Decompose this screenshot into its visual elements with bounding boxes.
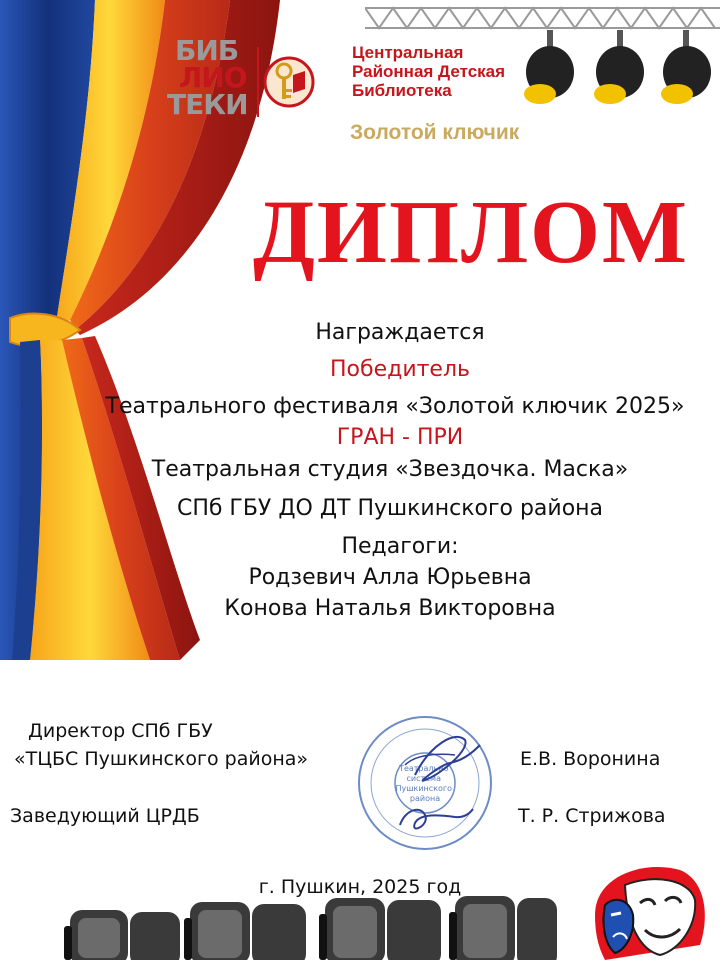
place-date: г. Пушкин, 2025 год bbox=[258, 876, 462, 898]
svg-text:Театрально система Пуш bbox=[395, 764, 454, 803]
library-name bbox=[352, 43, 542, 100]
library-name-line: Библиотека bbox=[352, 81, 452, 100]
director-title: «ТЦБС Пушкинского района» bbox=[14, 748, 309, 770]
winner-label: Победитель bbox=[330, 357, 470, 382]
logo-text-line: ЛИО bbox=[179, 61, 247, 94]
stamp-text: района bbox=[409, 794, 441, 803]
prize-label: ГРАН - ПРИ bbox=[336, 425, 464, 450]
awarded-label: Награждается bbox=[315, 320, 485, 345]
library-brand: Золотой ключик bbox=[350, 121, 520, 144]
stamp-text: Пушкинского bbox=[395, 784, 453, 793]
director-title: Директор СПб ГБУ bbox=[28, 720, 213, 742]
stamp-text: система bbox=[406, 774, 441, 783]
library-logo bbox=[165, 35, 325, 130]
head-title: Заведующий ЦРДБ bbox=[10, 805, 200, 827]
logo-text-line: БИБ bbox=[175, 34, 239, 67]
head-name: Т. Р. Стрижова bbox=[518, 805, 666, 827]
studio-name: Театральная студия «Звездочка. Маска» bbox=[151, 457, 629, 482]
teacher-name: Родзевич Алла Юрьевна bbox=[248, 565, 532, 590]
teacher-name: Конова Наталья Викторовна bbox=[224, 596, 556, 621]
stamp-text: Театрально bbox=[399, 764, 449, 773]
library-name-line: Центральная bbox=[352, 43, 464, 62]
spotlight-icon bbox=[594, 30, 644, 104]
organization-name: СПб ГБУ ДО ДТ Пушкинского района bbox=[176, 496, 604, 521]
theatre-seats bbox=[40, 890, 560, 960]
spotlight-icon bbox=[661, 30, 711, 104]
key-book-emblem-icon bbox=[257, 47, 315, 117]
theatre-masks-icon bbox=[585, 855, 720, 960]
library-name-line: Районная Детская bbox=[352, 62, 506, 81]
diploma-title: ДИПЛОМ bbox=[253, 183, 689, 282]
director-name: Е.В. Воронина bbox=[520, 748, 661, 770]
festival-name: Театрального фестиваля «Золотой ключик 2025» bbox=[105, 394, 685, 419]
logo-text-line: ТЕКИ bbox=[167, 88, 248, 121]
teachers-label: Педагоги: bbox=[341, 534, 459, 559]
official-stamp bbox=[345, 705, 505, 855]
